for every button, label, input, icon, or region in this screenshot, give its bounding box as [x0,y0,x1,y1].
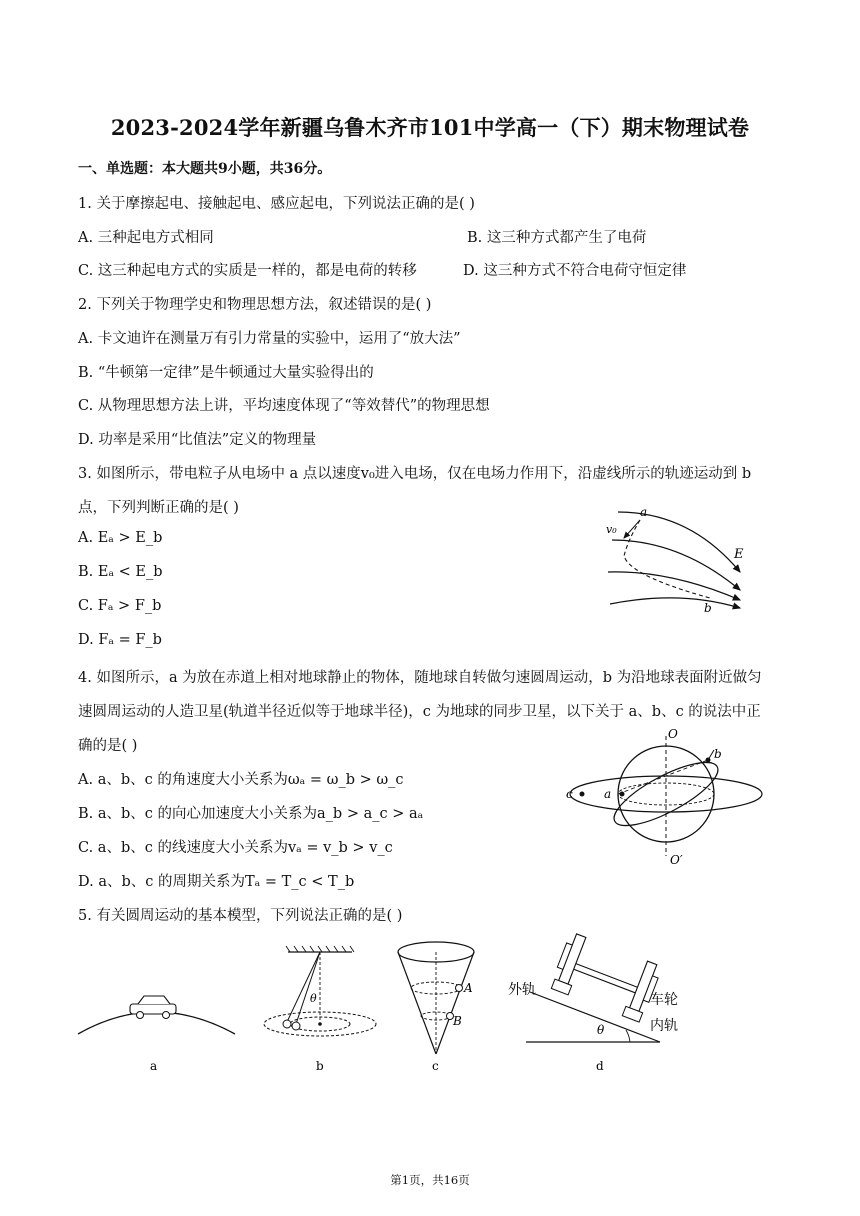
q3-option-a: A. Eₐ > E_b [78,530,163,546]
q2-option-a: A. 卡文迪许在测量万有引力常量的实验中，运用了“放大法” [78,331,461,347]
label-c: c [566,787,573,801]
q4-option-b: B. a、b、c 的向心加速度大小关系为a_b > a_c > aₐ [78,806,424,822]
q5-stem: 5. 有关圆周运动的基本模型，下列说法正确的是( ) [78,908,403,924]
earth-satellite-figure [558,722,778,872]
q4-stem-line1: 4. 如图所示，a 为放在赤道上相对地球静止的物体，随地球自转做匀速圆周运动，b 为沿地球表面附近做匀 [78,670,762,686]
svg-text:d: d [596,1059,604,1073]
q4-option-d: D. a、b、c 的周期关系为Tₐ = T_c < T_b [78,874,355,890]
field-line-2 [612,540,740,590]
q1-option-b: B. 这三种方式都产生了电荷 [467,230,647,246]
satellite-c-dot [580,792,585,797]
svg-text:θ: θ [597,1023,605,1037]
svg-text:θ: θ [310,992,317,1005]
v0-label: v₀ [606,523,617,536]
label-a: a [604,787,612,801]
point-b-label: b [704,601,712,615]
label-b: b [714,747,722,761]
q3-option-c: C. Fₐ > F_b [78,598,162,614]
svg-text:B: B [453,1014,462,1028]
field-line-4 [610,598,740,608]
figure-c-cone [398,942,474,1073]
page-footer: 第1页，共16页 [390,1173,470,1187]
q4-stem-line3: 确的是( ) [78,738,138,754]
electric-field-figure [600,500,760,620]
q1-stem: 1. 关于摩擦起电、接触起电、感应起电，下列说法正确的是( ) [78,196,475,212]
section-heading: 一、单选题：本大题共9小题，共36分。 [78,161,332,177]
q4-stem-line2: 速圆周运动的人造卫星(轨道半径近似等于地球半径)，c 为地球的同步卫星，以下关于 a、b、c 的说法中正 [78,704,761,720]
field-line-3 [608,572,740,600]
svg-text:内轨: 内轨 [650,1018,678,1034]
figure-b-conical-pendulum [264,946,376,1073]
svg-text:外轨: 外轨 [508,982,536,998]
circular-motion-figures [70,930,680,1080]
q3-stem-line2: 点，下列判断正确的是( ) [78,500,239,516]
q2-option-d: D. 功率是采用“比值法”定义的物理量 [78,432,317,448]
svg-text:A: A [464,981,473,995]
q1-option-d: D. 这三种方式不符合电荷守恒定律 [463,263,687,279]
field-e-label: E [734,547,744,562]
q1-option-a: A. 三种起电方式相同 [78,230,214,246]
q2-option-b: B. “牛顿第一定律”是牛顿通过大量实验得出的 [78,365,374,381]
trajectory-path [624,520,710,598]
point-a-label: a [640,505,648,519]
svg-text:a: a [150,1059,158,1073]
figure-d-railway [508,932,678,1073]
q3-option-b: B. Eₐ < E_b [78,564,163,580]
page-title: 2023-2024学年新疆乌鲁木齐市101中学高一（下）期末物理试卷 [110,115,750,140]
q3-option-d: D. Fₐ = F_b [78,632,162,648]
svg-text:c: c [432,1059,439,1073]
object-a-dot [620,792,625,797]
q4-option-a: A. a、b、c 的角速度大小关系为ωₐ = ω_b > ω_c [78,772,404,788]
axis-o-prime-label: O′ [670,853,683,867]
q2-option-c: C. 从物理思想方法上讲，平均速度体现了“等效替代”的物理思想 [78,398,490,414]
q1-option-c: C. 这三种起电方式的实质是一样的，都是电荷的转移 [78,263,417,279]
q4-option-c: C. a、b、c 的线速度大小关系为vₐ = v_b > v_c [78,840,393,856]
figure-a-car-bridge [78,996,235,1073]
axis-o-label: O [668,727,678,741]
svg-text:车轮: 车轮 [650,992,678,1008]
svg-text:b: b [316,1059,324,1073]
q2-stem: 2. 下列关于物理学史和物理思想方法，叙述错误的是( ) [78,297,432,313]
q3-stem-line1: 3. 如图所示，带电粒子从电场中 a 点以速度v₀进入电场，仅在电场力作用下，沿虚线所示的轨迹运动到 b [78,466,752,482]
